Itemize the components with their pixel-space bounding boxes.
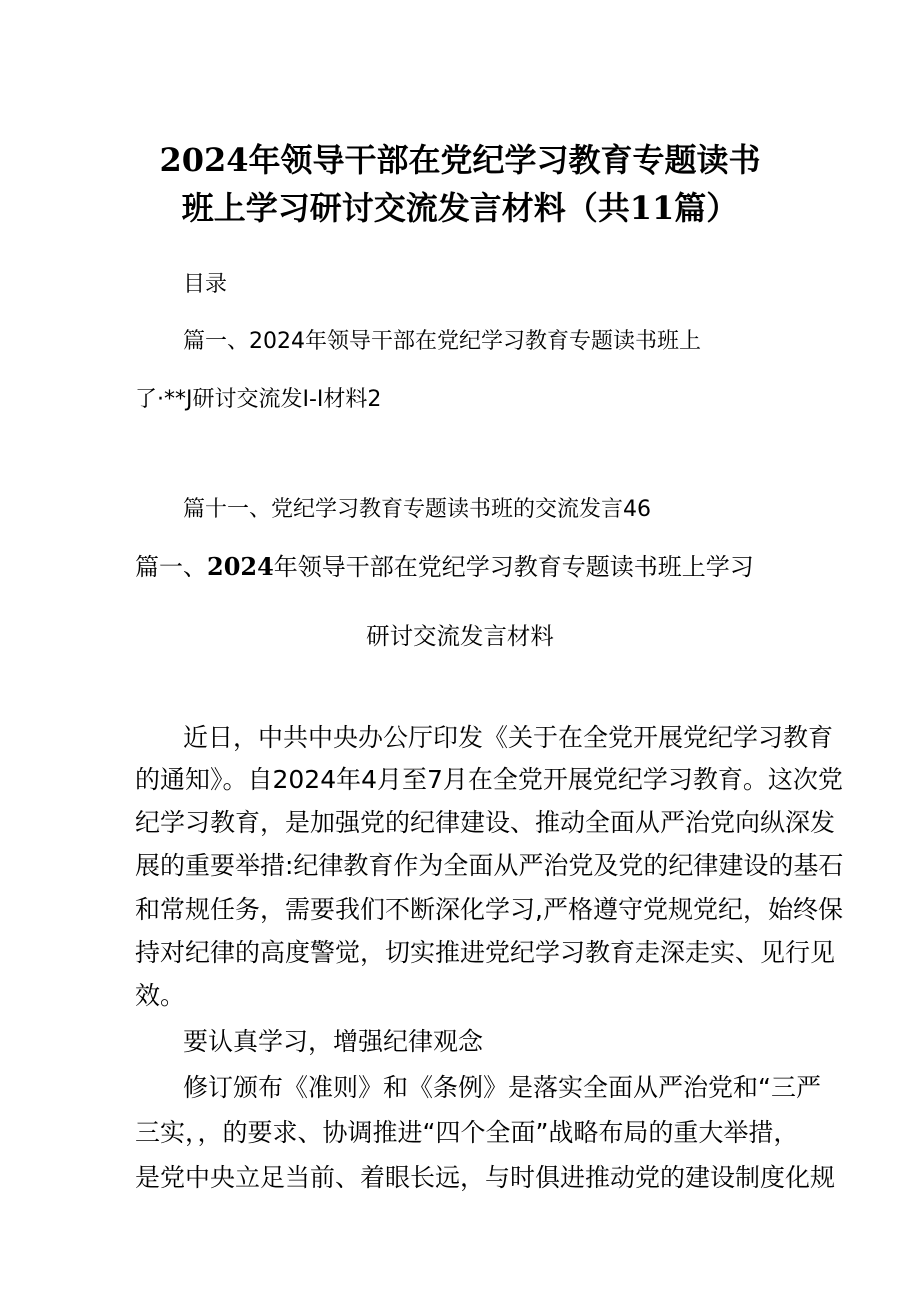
toc-label: 目录 — [183, 272, 228, 297]
section-heading-prefix: 篇一、 — [135, 553, 207, 581]
paragraph-line: 的通知》。自2024年4月至7月在全党开展党纪学习教育。这次党 — [135, 765, 843, 794]
paragraph-line: 是党中央立足当前、着眼长远，与时俱进推动党的建设制度化规 — [135, 1163, 836, 1192]
paragraph-line: 和常规任务，需要我们不断深化学习,严格遵守党规党纪，始终保 — [135, 895, 843, 924]
toc-entry-1-line-2: 了·**J研讨交流发I-I材料2 — [135, 387, 382, 412]
paragraph-line: 持对纪律的高度警觉，切实推进党纪学习教育走深走实、见行见 — [135, 938, 836, 967]
paragraph-line: 效。 — [135, 981, 186, 1010]
toc-entry-1-line-1: 篇一、2024年领导干部在党纪学习教育专题读书班上 — [183, 329, 701, 354]
paragraph-line: 展的重要举措:纪律教育作为全面从严治党及党的纪律建设的基石 — [135, 851, 844, 880]
document-title-line-2: 班上学习研讨交流发言材料（共11篇） — [181, 189, 739, 227]
paragraph-line: 纪学习教育，是加强党的纪律建设、推动全面从严治党向纵深发 — [135, 808, 836, 837]
document-title-line-1: 2024年领导干部在党纪学习教育专题读书 — [159, 141, 761, 179]
section-heading-line-2: 研讨交流发言材料 — [366, 622, 554, 650]
paragraph-line: 三实，，的要求、协调推进“四个全面”战略布局的重大举措， — [135, 1118, 799, 1147]
paragraph-line: 近日，中共中央办公厅印发《关于在全党开展党纪学习教育 — [183, 723, 834, 752]
paragraph-subheading: 要认真学习，增强纪律观念 — [183, 1027, 484, 1056]
paragraph-line: 修订颁布《准则》和《条例》是落实全面从严治党和“三严 — [183, 1073, 821, 1102]
toc-entry-11: 篇十一、党纪学习教育专题读书班的交流发言46 — [183, 497, 651, 522]
section-heading-year: 2024 — [207, 552, 274, 581]
section-heading-line-1 — [135, 551, 754, 583]
section-heading-rest: 年领导干部在党纪学习教育专题读书班上学习 — [273, 553, 754, 581]
